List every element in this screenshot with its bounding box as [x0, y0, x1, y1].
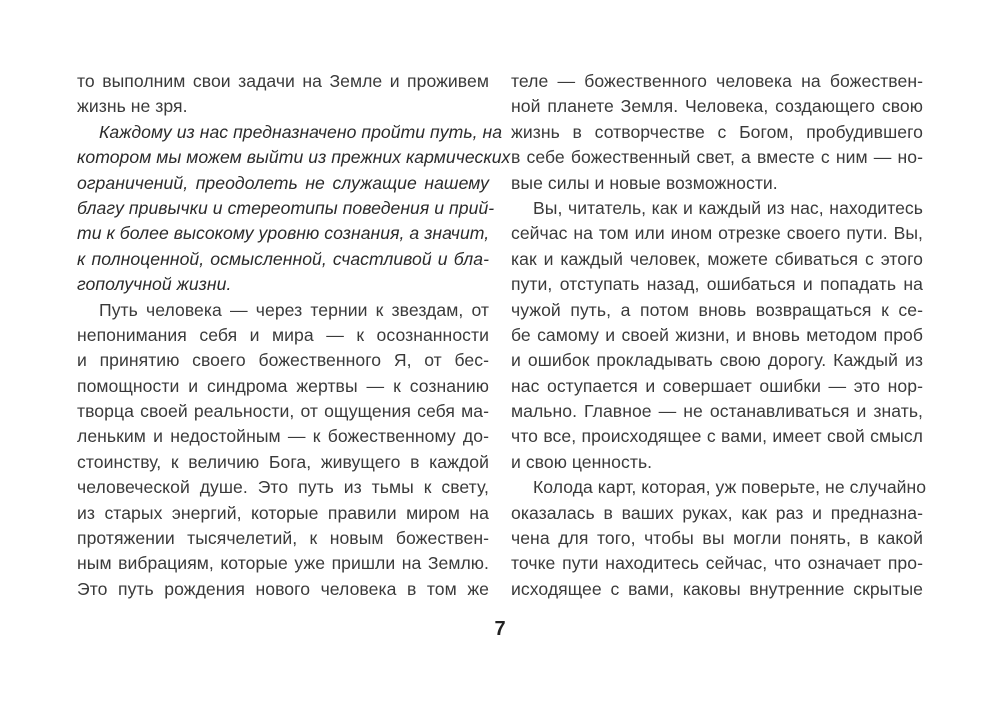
text-line: Вы, читатель, как и каждый из нас, находитесь [533, 197, 923, 218]
text-line: из старых энергий, которые правили миром на [77, 502, 489, 523]
text-line: исходящее с вами, каковы внутренние скрытые [511, 578, 923, 599]
left-column [77, 69, 511, 602]
text-line: непонимания себя и мира — к осознанности [77, 324, 489, 345]
text-line: ти к более высокому уровню сознания, а значит, [77, 223, 490, 244]
text-line: и свою ценность. [511, 451, 653, 472]
text-line: точке пути находитесь сейчас, что означает про- [511, 553, 923, 574]
text-line: теле — божественного человека на божествен- [511, 71, 923, 91]
text-line: нас оступается и совершает ошибки — это нор- [511, 375, 923, 396]
right-column [511, 69, 927, 602]
text-line: и ошибок прокладывать свою дорогу. Каждый из [511, 350, 923, 371]
text-line: и принятию своего божественного Я, от бес- [77, 350, 489, 371]
text-line: чена для того, чтобы вы могли понять, в какой [511, 528, 923, 549]
text-line: ограничений, преодолеть не служащие нашему [77, 172, 489, 193]
text-line: помощности и синдрома жертвы — к сознанию [77, 375, 489, 396]
text-line: жизнь в сотворчестве с Богом, пробудившего [511, 121, 923, 142]
text-line: оказалась в ваших руках, как раз и предназна- [511, 502, 923, 523]
text-line: леньким и недостойным — к божественному до- [77, 426, 489, 447]
text-line: жизнь не зря. [77, 96, 188, 117]
text-line: ным вибрациям, которые уже пришли на Землю. [77, 553, 489, 574]
text-line: котором мы можем выйти из прежних кармических [77, 147, 511, 168]
text-line: стоинству, к величию Бога, живущего в каждой [77, 451, 489, 472]
text-line: благу привычки и стереотипы поведения и прий- [77, 197, 495, 218]
text-line: Колода карт, которая, уж поверьте, не случайно [533, 477, 927, 498]
text-line: Путь человека — через тернии к звездам, от [99, 299, 489, 320]
text-line: чужой путь, а потом вновь возвращаться к се- [511, 299, 923, 320]
text-line: пути, отступать назад, ошибаться и попадать на [511, 274, 923, 295]
text-line: творца своей реальности, от ощущения себя ма- [77, 401, 489, 422]
text-line: ной планете Земля. Человека, создающего свою [511, 96, 923, 117]
page-number: 7 [494, 618, 506, 640]
text-line: гополучной жизни. [77, 274, 232, 295]
text-line: Каждому из нас предназначено пройти путь, на [99, 121, 503, 142]
text-line: человеческой душе. Это путь из тьмы к свету, [77, 477, 489, 498]
text-line: мально. Главное — не останавливаться и знать, [511, 401, 923, 422]
text-line: к полноценной, осмысленной, счастливой и бла- [77, 248, 489, 269]
text-line: Это путь рождения нового человека в том же [77, 578, 489, 599]
text-line: что все, происходящее с вами, имеет свой смысл [511, 426, 923, 447]
text-line: как и каждый человек, можете сбиваться с этого [511, 248, 923, 269]
text-line: протяжении тысячелетий, к новым божествен- [77, 528, 489, 549]
text-line: то выполним свои задачи на Земле и проживем [77, 71, 489, 91]
text-line: бе самому и своей жизни, и вновь методом проб [511, 324, 923, 345]
text-line: сейчас на том или ином отрезке своего пути. Вы, [511, 223, 923, 244]
text-line: вые силы и новые возможности. [511, 172, 778, 193]
text-line: в себе божественный свет, а вместе с ним — но- [511, 147, 923, 168]
